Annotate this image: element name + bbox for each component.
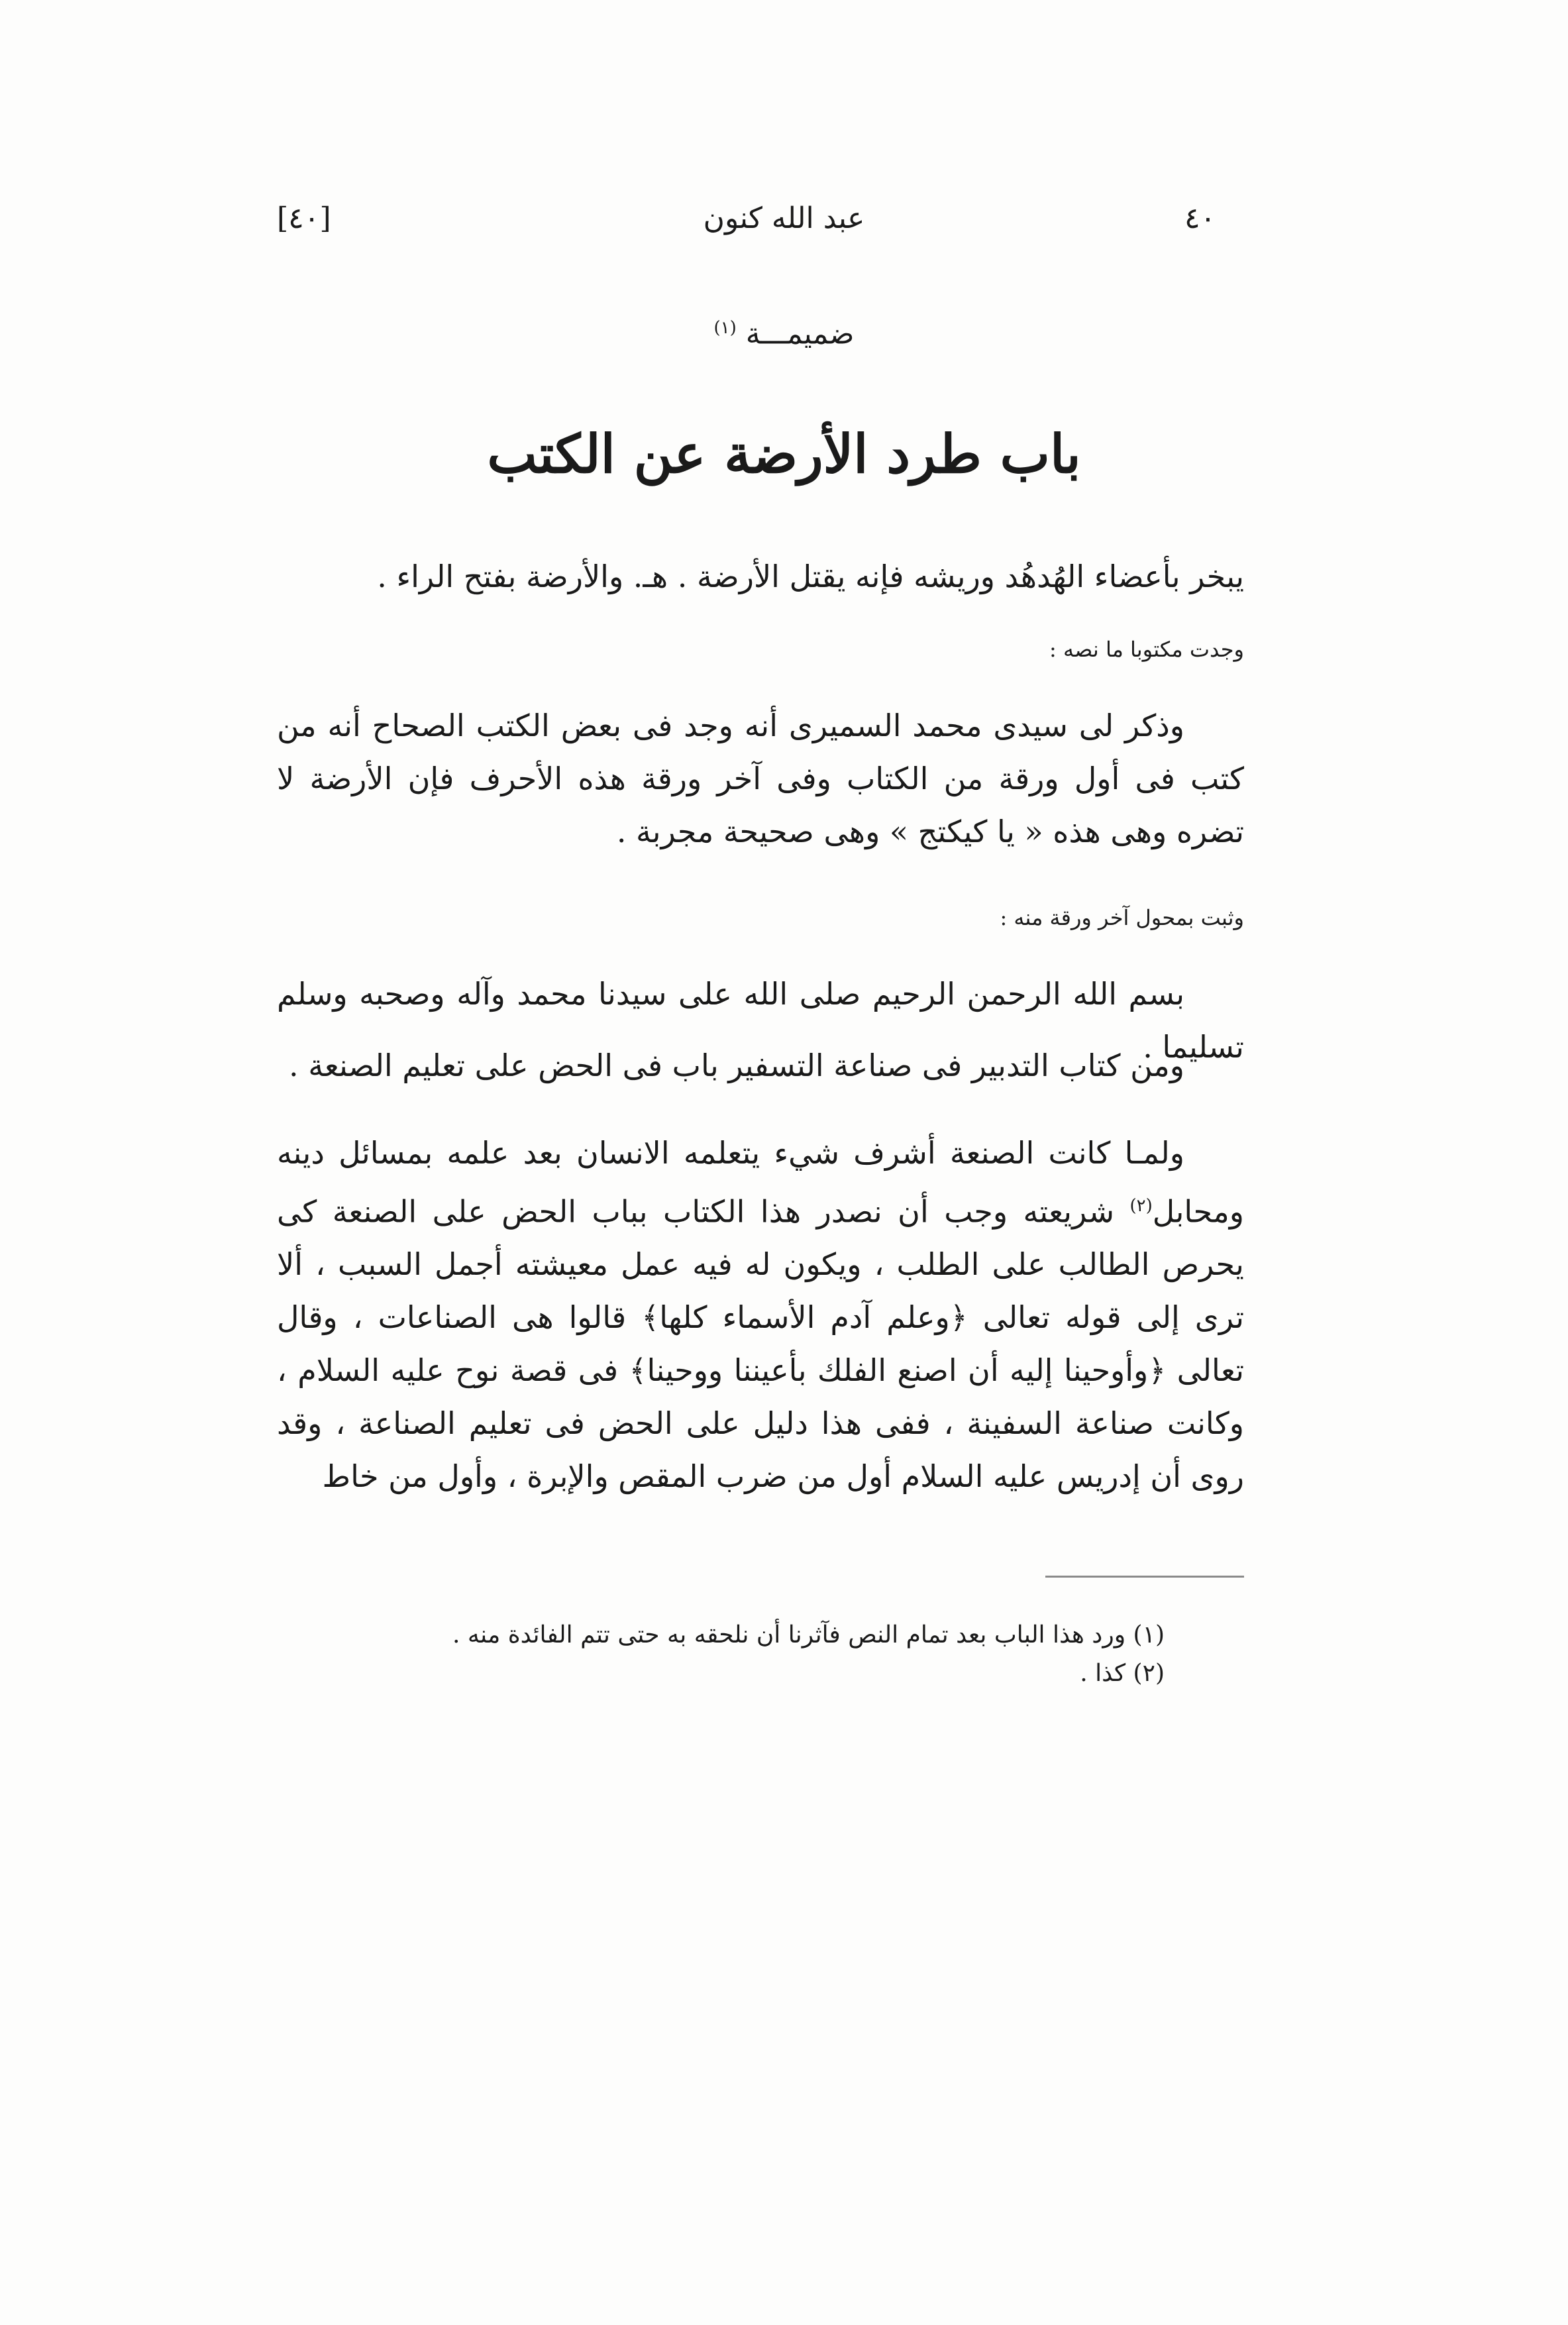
craft-text-part1: ولمـا كانت الصنعة أشرف شيء يتعلمه الانسان بعد علمه بمسائل دينه ومحابل [277, 1135, 1244, 1230]
footnote-1: (١) ورد هذا الباب بعد تمام النص فآثرنا أن نلحقه به حتى تتم الفائدة منه . [452, 1621, 1165, 1649]
craft-note-ref: (٢) [1129, 1196, 1153, 1216]
paragraph-found-written: وجدت مكتوبا ما نصه : [1049, 637, 1244, 662]
paragraph-craft [277, 1126, 1244, 1503]
paragraph-basmala: بسم الله الرحمن الرحيم صلى الله على سيدنا محمد وآله وصحبه وسلم تسليما . [277, 976, 1244, 1065]
footnote-divider [1045, 1576, 1244, 1578]
chapter-title: باب طرد الأرضة عن الكتب [487, 423, 1081, 485]
paragraph-hoopoe: يبخر بأعضاء الهُدهُد وريشه فإنه يقتل الأرضة . هـ. والأرضة بفتح الراء . [377, 559, 1244, 594]
running-title: عبد الله كنون [703, 201, 865, 235]
addendum-heading [0, 308, 1568, 354]
paragraph-last-leaf: وثبت بمحول آخر ورقة منه : [1000, 905, 1244, 930]
addendum-label: ضميمـــة [745, 317, 855, 351]
bracketed-page-number: [٤٠] [277, 201, 331, 235]
page-number: ٤٠ [1184, 201, 1216, 235]
footnote-2: (٢) كذا . [1080, 1660, 1165, 1687]
paragraph-samiri: وذكر لى سيدى محمد السميرى أنه وجد فى بعض الكتب الصحاح أنه من كتب فى أول ورقة من الكتاب وفى آخر ورقة هذه الأحرف فإن الأرضة لا تضره وهى هذه « يا كيكتج » وهى صحيحة مجربة . [277, 708, 1244, 849]
craft-text-part2: شريعته وجب أن نصدر هذا الكتاب بباب الحض على الصنعة كى يحرص الطالب على الطلب ، ويكون له فيه عمل معيشته أجمل السبب ، ألا ترى إلى قوله تعالى ﴿وعلم آدم الأسماء كلها﴾ قالوا هى الصناعات ، وقال تعالى ﴿وأوحينا إليه أن اصنع الفلك بأعيننا ووحينا﴾ فى قصة نوح عليه السلام ، وكانت صناعة السفينة ، ففى هذا دليل على الحض فى تعليم الصناعة ، وقد روى أن إدريس عليه السلام أول من ضرب المقص والإبرة ، وأول من خاط [277, 1193, 1244, 1495]
addendum-note-ref: (١) [713, 318, 737, 338]
paragraph-tadbir: ومن كتاب التدبير فى صناعة التسفير باب فى الحض على تعليم الصنعة . [288, 1048, 1184, 1083]
